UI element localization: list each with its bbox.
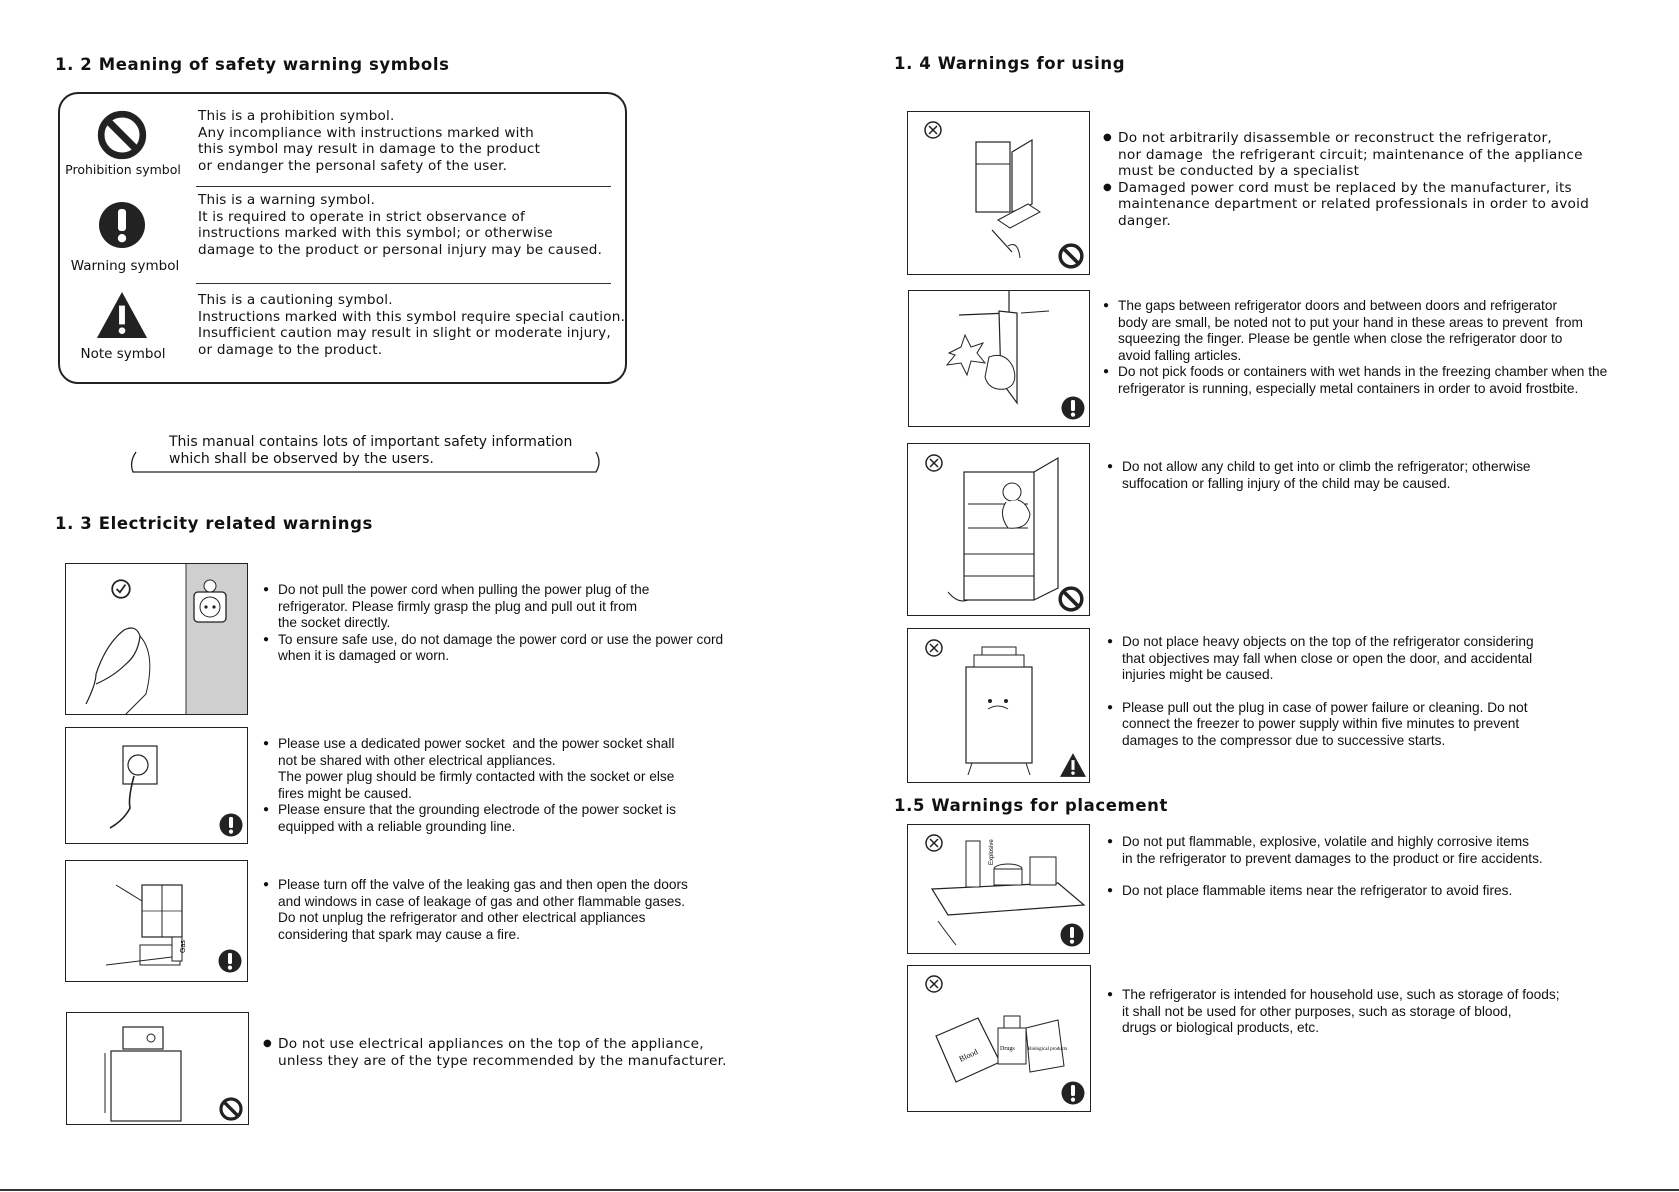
x-circle-icon — [924, 453, 944, 473]
illustration-gas-leak — [65, 860, 248, 982]
electricity-warnings-2 — [264, 736, 676, 836]
manual-safety-note: This manual contains lots of important safety information which shall be observed by the users. — [169, 434, 573, 467]
prohibition-icon — [1058, 243, 1084, 269]
warning-symbol-label: Warning symbol — [70, 258, 180, 274]
illustration-door-gap — [908, 290, 1090, 427]
list-item: ● Damaged power cord must be replaced by the manufacturer, its maintenance department or related professionals in order to avoid danger. — [1104, 180, 1589, 230]
list-item: ● Do not place flammable items near the refrigerator to avoid fires. — [1108, 883, 1543, 900]
warning-icon — [1060, 923, 1084, 947]
using-warnings-4 — [1108, 634, 1534, 750]
blood-label: Blood — [957, 1047, 980, 1064]
section-title-1-2: 1. 2 Meaning of safety warning symbols — [55, 55, 450, 74]
divider — [196, 283, 611, 284]
list-item: ● Do not use electrical appliances on the top of the appliance, unless they are of the type recommended by the manufacturer. — [264, 1036, 727, 1069]
list-item: ● To ensure safe use, do not damage the power cord or use the power cord when it is damaged or worn. — [264, 632, 723, 665]
warning-symbol-text: This is a warning symbol. It is required to operate in strict observance of instructions marked with this symbol; or otherwise damage to the product or personal injury may be caused. — [198, 192, 603, 258]
x-circle-icon — [923, 120, 943, 140]
using-warnings-3 — [1108, 459, 1531, 492]
illustration-heavy-objects — [907, 628, 1090, 783]
placement-warnings-2 — [1108, 987, 1560, 1037]
note-symbol-label: Note symbol — [80, 346, 166, 362]
illustration-household-use — [907, 965, 1091, 1112]
illustration-appliance-on-top — [66, 1012, 249, 1125]
list-item: ● Do not place heavy objects on the top of the refrigerator considering that objectives may fall when close or open the door, and accidental injuries might be caused. — [1108, 634, 1534, 684]
illustration-child-climbing — [907, 443, 1090, 616]
list-item: ● Please pull out the plug in case of power failure or cleaning. Do not connect the freezer to power supply within five minutes to prevent damages to the compressor due to successive starts. — [1108, 700, 1534, 750]
divider — [196, 186, 611, 187]
list-item: ● Do not arbitrarily disassemble or reconstruct the refrigerator, nor damage the refrigerant circuit; maintenance of the appliance must be conducted by a specialist — [1104, 130, 1589, 180]
illustration-flammable-items — [907, 824, 1090, 954]
placement-warnings-1 — [1108, 834, 1543, 900]
drugs-label: Drugs — [1000, 1046, 1015, 1052]
caution-icon — [1060, 753, 1086, 777]
list-item: ● Do not pull the power cord when pulling the power plug of the refrigerator. Please firmly grasp the plug and pull out it from the socket directly. — [264, 582, 723, 632]
list-item: ● Do not allow any child to get into or climb the refrigerator; otherwise suffocation or falling injury of the child may be caused. — [1108, 459, 1531, 492]
illustration-power-socket — [65, 727, 248, 844]
electricity-warnings-1 — [264, 582, 723, 665]
x-circle-icon — [924, 974, 944, 994]
list-item: ● The gaps between refrigerator doors and between doors and refrigerator body are small, be noted not to put your hand in these areas to prevent from squeezing the finger. Please be gentle when close the refrigerator door to avoid falling articles. — [1104, 298, 1607, 364]
gas-label: Gas — [180, 940, 187, 953]
x-circle-icon — [924, 638, 944, 658]
section-title-1-3: 1. 3 Electricity related warnings — [55, 514, 373, 533]
using-warnings-2 — [1104, 298, 1607, 398]
prohibition-icon — [97, 110, 147, 160]
biological-label: Biological products — [1028, 1047, 1068, 1052]
list-item: ● Please turn off the valve of the leaking gas and then open the doors and windows in case of leakage of gas and other flammable gases. Do not unplug the refrigerator and other electrical appliances considering that spark may cause a fire. — [264, 877, 688, 943]
warning-icon — [218, 949, 242, 973]
prohibition-icon — [219, 1097, 243, 1121]
section-title-1-5: 1.5 Warnings for placement — [894, 796, 1168, 815]
list-item: ● Do not pick foods or containers with wet hands in the freezing chamber when the refrigerator is running, especially metal containers in order to avoid frostbite. — [1104, 364, 1607, 397]
page-bottom-rule — [0, 1189, 1679, 1191]
x-circle-icon — [924, 833, 944, 853]
list-item: ● Please use a dedicated power socket and the power socket shall not be shared with other electrical appliances. The power plug should be firmly contacted with the socket or else fires might be caused. — [264, 736, 676, 802]
electricity-warnings-3 — [264, 877, 688, 943]
warning-icon — [219, 813, 243, 837]
caution-icon — [96, 292, 148, 338]
list-item: ● Please ensure that the grounding electrode of the power socket is equipped with a reliable grounding line. — [264, 802, 676, 835]
warning-icon — [98, 201, 146, 249]
explosive-label: Explosive — [989, 839, 995, 865]
section-title-1-4: 1. 4 Warnings for using — [894, 54, 1126, 73]
list-item: ● The refrigerator is intended for household use, such as storage of foods; it shall not be used for other purposes, such as storage of blood, drugs or biological products, etc. — [1108, 987, 1560, 1037]
list-item: ● Do not put flammable, explosive, volatile and highly corrosive items in the refrigerator to prevent damages to the product or fire accidents. — [1108, 834, 1543, 867]
cautioning-symbol-text: This is a cautioning symbol. Instructions marked with this symbol require special caution. Insufficient caution may result in slight or moderate injury, or damage to the product. — [198, 292, 626, 358]
warning-icon — [1061, 396, 1085, 420]
using-warnings-1 — [1104, 130, 1589, 230]
warning-icon — [1061, 1081, 1085, 1105]
check-circle-icon — [110, 578, 132, 600]
prohibition-icon — [1058, 586, 1084, 612]
illustration-disassemble — [907, 111, 1090, 275]
prohibition-symbol-text: This is a prohibition symbol. Any incompliance with instructions marked with this symbol may result in damage to the product or endanger the personal safety of the user. — [198, 108, 541, 174]
illustration-pull-plug — [65, 563, 248, 715]
electricity-warnings-4 — [264, 1036, 727, 1069]
prohibition-symbol-label: Prohibition symbol — [65, 162, 181, 177]
